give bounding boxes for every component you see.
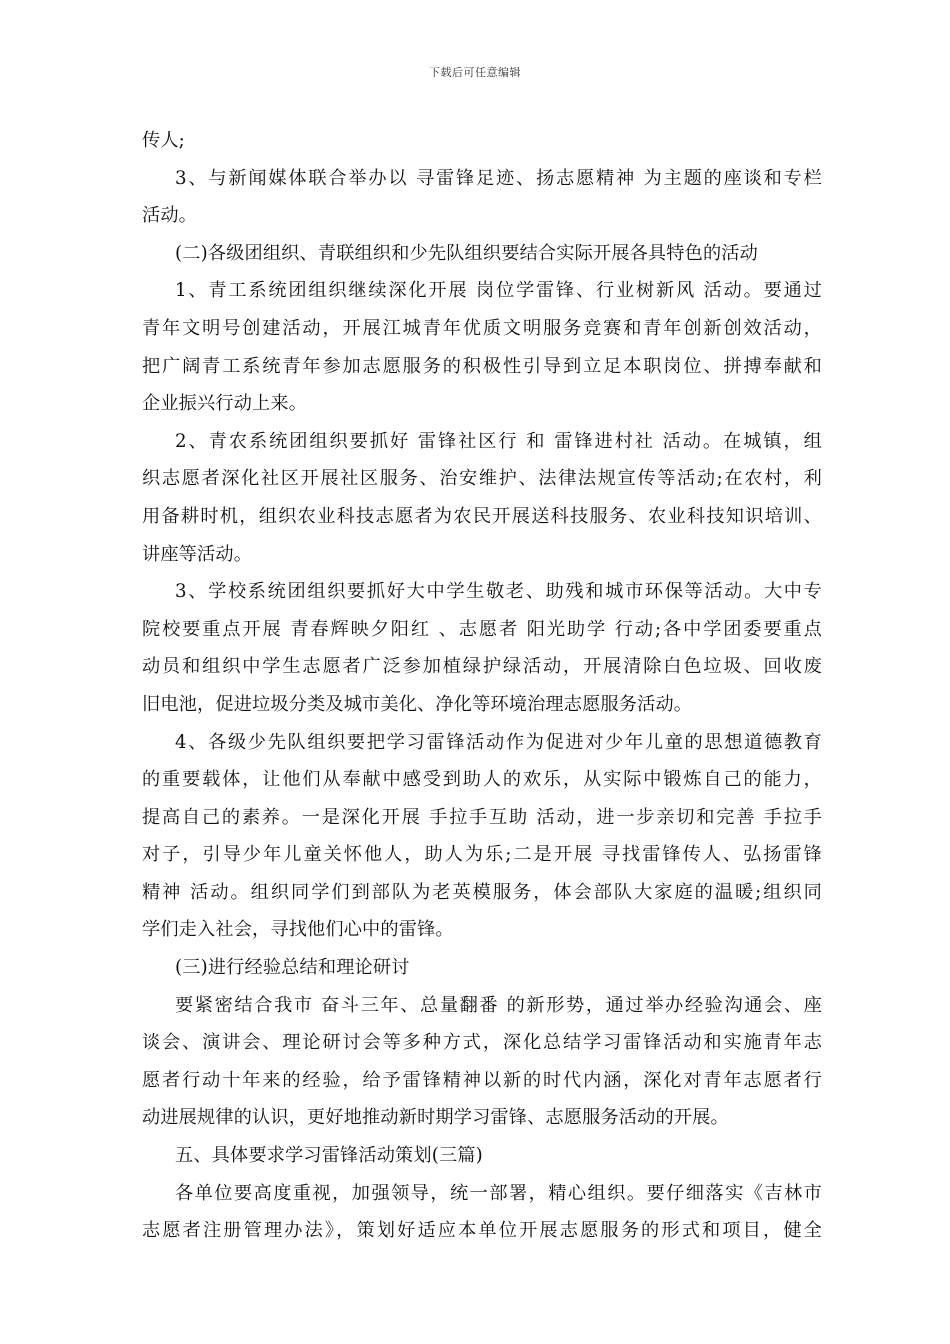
text-line: 青年文明号创建活动，开展江城青年优质文明服务竞赛和青年创新创效活动，	[142, 317, 822, 339]
text-line: 学们走入社会，寻找他们心中的雷锋。	[142, 919, 454, 941]
text-line: 活动。	[142, 205, 198, 227]
text-line: 的重要载体，让他们从奉献中感受到助人的欢乐，从实际中锻炼自己的能力，	[142, 769, 822, 791]
text-line: 愿者行动十年来的经验，给予雷锋精神以新的时代内涵，深化对青年志愿者行	[142, 1069, 822, 1091]
document-body	[142, 122, 822, 1250]
text-line: 提高自己的素养。一是深化开展 手拉手互助 活动，进一步亲切和完善 手拉手	[142, 806, 822, 828]
text-line: 动员和组织中学生志愿者广泛参加植绿护绿活动，开展清除白色垃圾、回收废	[142, 656, 822, 678]
text-line: 3、学校系统团组织要抓好大中学生敬老、助残和城市环保等活动。大中专	[175, 581, 822, 603]
text-line: (二)各级团组织、青联组织和少先队组织要结合实际开展各具特色的活动	[175, 242, 758, 264]
text-line: 院校要重点开展 青春辉映夕阳红 、志愿者 阳光助学 行动;各中学团委要重点	[142, 618, 822, 640]
text-line: 各单位要高度重视，加强领导，统一部署，精心组织。要仔细落实《吉林市	[175, 1182, 822, 1204]
text-line: 把广阔青工系统青年参加志愿服务的积极性引导到立足本职岗位、拼搏奉献和	[142, 355, 822, 377]
text-line: 要紧密结合我市 奋斗三年、总量翻番 的新形势，通过举办经验沟通会、座	[175, 994, 822, 1016]
text-line: 用备耕时机，组织农业科技志愿者为农民开展送科技服务、农业科技知识培训、	[142, 505, 822, 527]
text-line: 动进展规律的认识，更好地推动新时期学习雷锋、志愿服务活动的开展。	[142, 1107, 729, 1129]
text-line: 传人;	[142, 130, 185, 151]
text-line: 谈会、演讲会、理论研讨会等多种方式，深化总结学习雷锋活动和实施青年志	[142, 1032, 822, 1054]
text-line: 精神 活动。组织同学们到部队为老英模服务，体会部队大家庭的温暖;组织同	[142, 881, 822, 903]
text-line: 4、各级少先队组织要把学习雷锋活动作为促进对少年儿童的思想道德教育	[175, 731, 822, 753]
text-line: 对子，引导少年儿童关怀他人，助人为乐;二是开展 寻找雷锋传人、弘扬雷锋	[142, 844, 822, 866]
text-line: 旧电池，促进垃圾分类及城市美化、净化等环境治理志愿服务活动。	[142, 693, 693, 715]
text-line: 五、具体要求学习雷锋活动策划(三篇)	[175, 1145, 483, 1167]
text-line: 企业振兴行动上来。	[142, 393, 308, 415]
text-line: (三)进行经验总结和理论研讨	[175, 957, 410, 979]
text-line: 3、与新闻媒体联合举办以 寻雷锋足迹、扬志愿精神 为主题的座谈和专栏	[175, 167, 822, 189]
text-line: 1、青工系统团组织继续深化开展 岗位学雷锋、行业树新风 活动。要通过	[175, 280, 822, 302]
text-line: 2、青农系统团组织要抓好 雷锋社区行 和 雷锋进村社 活动。在城镇，组	[175, 430, 822, 452]
text-line: 织志愿者深化社区开展社区服务、治安维护、法律法规宣传等活动;在农村，利	[142, 468, 822, 490]
page-header-note: 下载后可任意编辑	[429, 66, 521, 79]
text-line: 志愿者注册管理办法》，策划好适应本单位开展志愿服务的形式和项目，健全	[142, 1220, 822, 1242]
text-line: 讲座等活动。	[142, 543, 253, 565]
